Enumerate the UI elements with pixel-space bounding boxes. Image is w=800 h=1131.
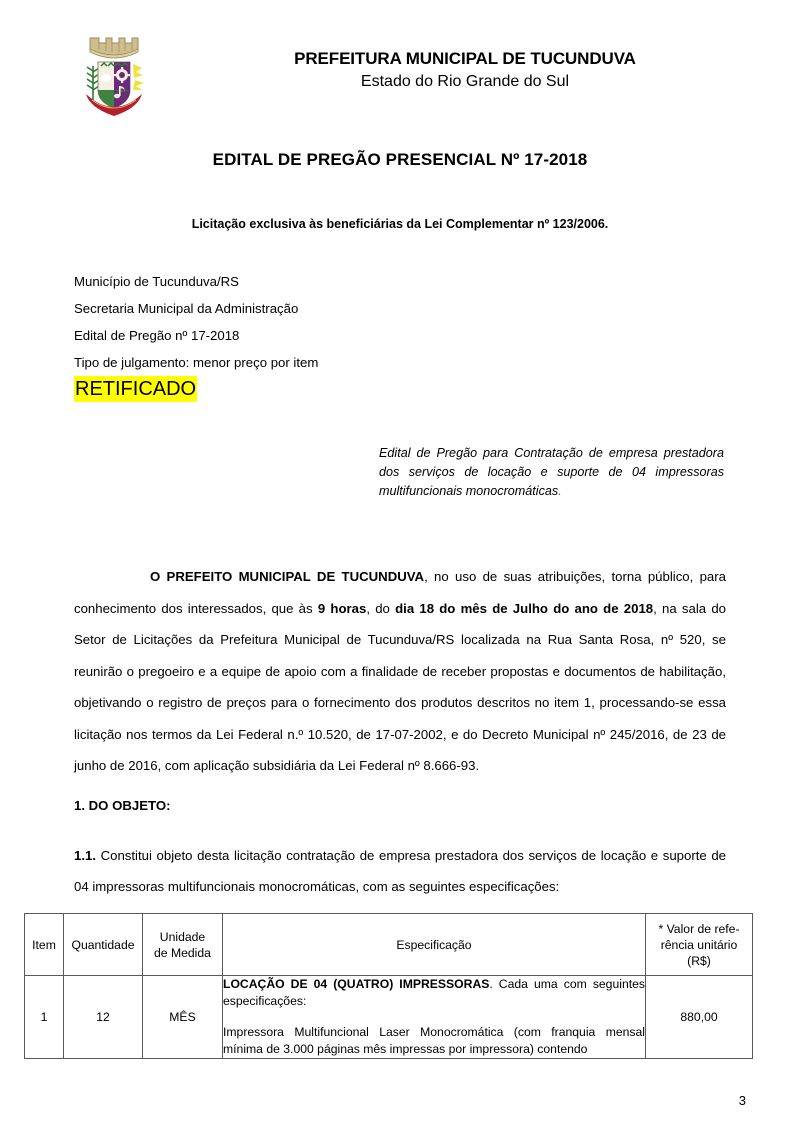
table-header-quantidade: Quantidade [64, 914, 143, 976]
cell-unidade: MÊS [143, 976, 223, 1059]
cell-espec-spacer [223, 1010, 645, 1024]
object-summary-block [379, 444, 724, 501]
preamble-part3: , na sala do Setor de Licitações da Prefeitura Municipal de Tucunduva/RS localizada na Rua Santa Rosa, nº 520, se reunirão o pregoeiro e a equipe de apoio com a finalidade de receber propostas e documentos de habilitação, objetivando o registro de preços para o fornecimento dos produtos descritos no item 1, processando-se essa licitação nos termos da Lei Federal n.º 10.520, de 17-07-2002, e do Decreto Municipal nº 245/2016, de 23 de junho de 2016, com aplicação subsidiária da Lei Federal nº 8.666-93. [74, 600, 726, 774]
document-subtitle: Licitação exclusiva às beneficiárias da Lei Complementar nº 123/2006. [191, 217, 609, 231]
cell-especificacao [223, 976, 646, 1059]
table-header-unidade-line2: de Medida [154, 945, 211, 960]
table-header-valor-line3: (R$) [687, 953, 711, 968]
status-badge: RETIFICADO [75, 378, 197, 400]
table-header-valor-line1: * Valor de refe- [658, 921, 740, 936]
table-header-valor [646, 914, 753, 976]
table-header-valor-line2: rência unitário [660, 937, 738, 952]
organization-name: PREFEITURA MUNICIPAL DE TUCUNDUVA [294, 49, 636, 68]
preamble-part1: , no uso de suas atribuições, torna público, para conhecimento dos interessados, que às [74, 569, 726, 616]
cell-espec-bold: LOCAÇÃO DE 04 (QUATRO) IMPRESSORAS [223, 977, 490, 991]
identification-department: Secretaria Municipal da Administração [74, 301, 299, 316]
object-summary-text: Edital de Pregão para Contratação de empresa prestadora dos serviços de locação e suporte de 04 impressoras multifuncionais monocromáticas [379, 446, 724, 498]
page-title: EDITAL DE PREGÃO PRESENCIAL Nº 17-2018 [212, 150, 588, 169]
page-number: 3 [738, 1093, 746, 1108]
table-row [25, 976, 753, 1059]
table-header-unidade [143, 914, 223, 976]
identification-municipality: Município de Tucunduva/RS [74, 274, 239, 289]
document-header [0, 24, 800, 124]
preamble-time: 9 horas [317, 600, 367, 616]
identification-edital-number: Edital de Pregão nº 17-2018 [74, 328, 240, 343]
table-header-row [25, 914, 753, 976]
identification-judgement-type: Tipo de julgamento: menor preço por item [74, 355, 319, 370]
header-titles [170, 48, 760, 93]
cell-espec-paragraph-1 [223, 976, 645, 1010]
state-subtitle: Estado do Rio Grande do Sul [360, 73, 570, 90]
table-header-especificacao: Especificação [223, 914, 646, 976]
clause-text: Constitui objeto desta licitação contratação de empresa prestadora dos serviços de locação e suporte de 04 impressoras multifuncionais monocromáticas, com as seguintes especificações: [74, 848, 726, 895]
clause-number: 1.1. [74, 848, 96, 864]
cell-item: 1 [25, 976, 64, 1059]
identification-block [74, 268, 674, 404]
preamble-date: dia 18 do mês de Julho do ano de 2018 [395, 600, 654, 616]
status-badge-wrapper [74, 376, 674, 404]
section-1-1-paragraph [74, 840, 726, 902]
preamble-part2: , do [366, 600, 396, 616]
preamble-paragraph [74, 561, 726, 782]
cell-valor: 880,00 [646, 976, 753, 1059]
table-header-unidade-line1: Unidade [159, 929, 206, 944]
cell-espec-rest: . Cada uma com seguintes especificações: [223, 977, 645, 1008]
specification-table [24, 913, 753, 1059]
section-heading-objeto: 1. DO OBJETO: [74, 798, 171, 813]
object-summary-terminator: . [558, 484, 562, 498]
preamble-lead: O PREFEITO MUNICIPAL DE TUCUNDUVA [150, 569, 425, 585]
table-header-item: Item [25, 914, 64, 976]
cell-quantidade: 12 [64, 976, 143, 1059]
cell-espec-paragraph-2: Impressora Multifuncional Laser Monocromática (com franquia mensal mínima de 3.000 páginas mês impressas por impressora) contendo [223, 1025, 645, 1056]
tucunduva-coat-of-arms-icon [76, 28, 152, 116]
